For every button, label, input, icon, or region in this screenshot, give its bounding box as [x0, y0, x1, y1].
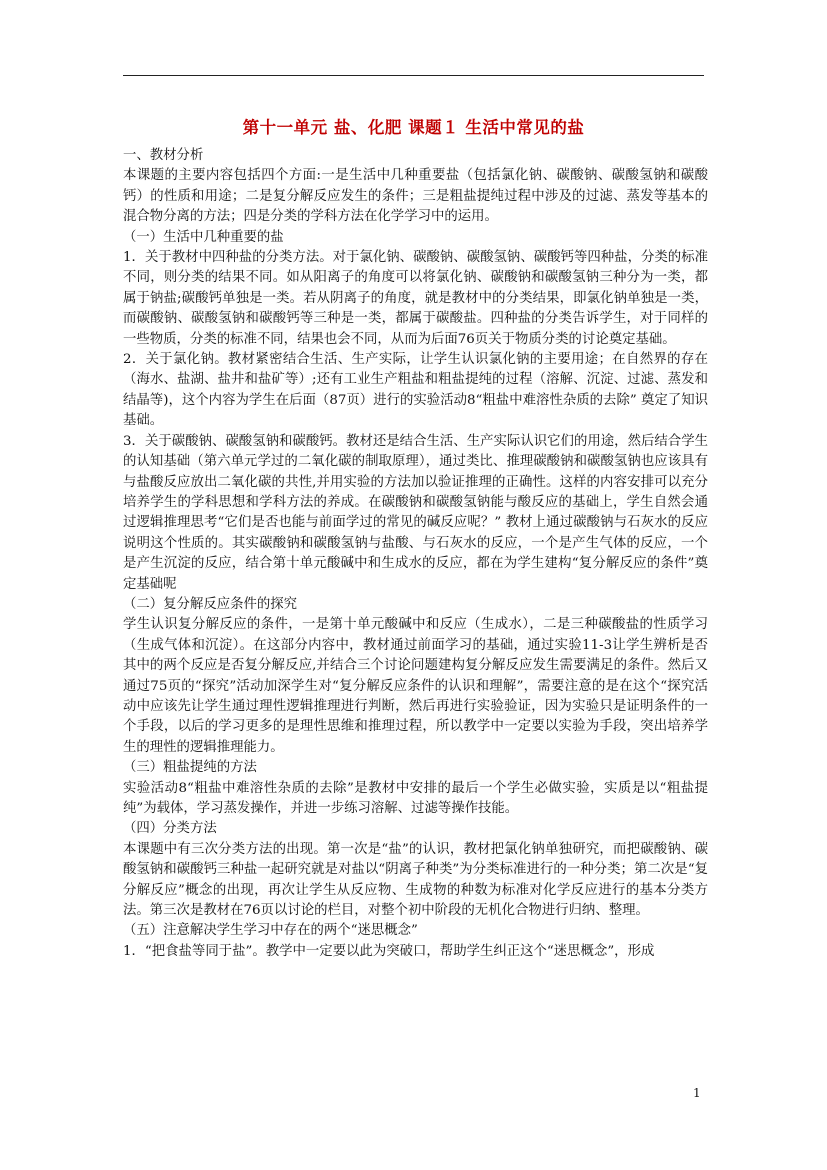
document-body — [123, 146, 708, 962]
paragraph: 实验活动8“粗盐中难溶性杂质的去除”是教材中安排的最后一个学生必做实验，实质是以“粗盐提纯”为载体，学习蒸发操作，并进一步练习溶解、过滤等操作技能。 — [123, 780, 708, 816]
subsection-heading: （五）注意解决学生学习中存在的两个“迷思概念” — [123, 923, 418, 939]
paragraph: 学生认识复分解反应的条件，一是第十单元酸碱中和反应（生成水），二是三种碳酸盐的性质学习（生成气体和沉淀）。在这部分内容中，教材通过前面学习的基础，通过实验11-3让学生辨析是否其中的两个反应是否复分解反应,并结合三个讨论问题建构复分解反应发生需要满足的条件。然后又通过75页的“探究”活动加深学生对“复分解反应条件的认识和理解”，需要注意的是在这个“探究活动中应该先让学生通过理性逻辑推理进行判断，然后再进行实验验证，因为实验只是证明条件的一个手段，以后的学习更多的是理性思维和推理过程，所以教学中一定要以实验为手段，突出培养学生的理性的逻辑推理能力。 — [123, 617, 708, 755]
subsection-heading: （三）粗盐提纯的方法 — [123, 760, 257, 776]
page-number: 1 — [693, 1086, 701, 1100]
subsection-heading: （四）分类方法 — [123, 821, 217, 837]
paragraph: 本课题的主要内容包括四个方面:一是生活中几种重要盐（包括氯化钠、碳酸钠、碳酸氢钠和碳酸钙）的性质和用途；二是复分解反应发生的条件；三是粗盐提纯过程中涉及的过滤、蒸发等基本的混合物分离的方法；四是分类的学科方法在化学学习中的运用。 — [123, 168, 708, 225]
paragraph: 3．关于碳酸钠、碳酸氢钠和碳酸钙。教材还是结合生活、生产实际认识它们的用途，然后结合学生的认知基础（第六单元学过的二氧化碳的制取原理），通过类比、推理碳酸钠和碳酸氢钠也应该具有与盐酸反应放出二氧化碳的共性,并用实验的方法加以验证推理的正确性。这样的内容安排可以充分培养学生的学科思想和学科方法的养成。在碳酸钠和碳酸氢钠能与酸反应的基础上，学生自然会通过逻辑推理思考“它们是否也能与前面学过的常见的碱反应呢？” 教材上通过碳酸钠与石灰水的反应说明这个性质的。其实碳酸钠和碳酸氢钠与盐酸、与石灰水的反应，一个是产生气体的反应，一个是产生沉淀的反应，结合第十单元酸碱中和生成水的反应，都在为学生建构“复分解反应的条件”奠定基础呢 — [123, 433, 708, 592]
subsection-heading: （一）生活中几种重要的盐 — [123, 229, 284, 245]
section-heading: 一、教材分析 — [123, 148, 204, 163]
header-rule — [123, 75, 704, 76]
paragraph: 1．关于教材中四种盐的分类方法。对于氯化钠、碳酸钠、碳酸氢钠、碳酸钙等四种盐，分类的标准不同，则分类的结果不同。如从阳离子的角度可以将氯化钠、碳酸钠和碳酸氢钠三种分为一类，都属于钠盐;碳酸钙单独是一类。若从阴离子的角度，就是教材中的分类结果，即氯化钠单独是一类，而碳酸钠、碳酸氢钠和碳酸钙等三种是一类，都属于碳酸盐。四种盐的分类告诉学生，对于同样的一些物质，分类的标准不同，结果也会不同，从而为后面76页关于物质分类的讨论奠定基础。 — [123, 250, 708, 347]
paragraph: 2．关于氯化钠。教材紧密结合生活、生产实际，让学生认识氯化钠的主要用途；在自然界的存在（海水、盐湖、盐井和盐矿等）;还有工业生产粗盐和粗盐提纯的过程（溶解、沉淀、过滤、蒸发和结晶等)，这个内容为学生在后面（87页）进行的实验活动8“粗盐中难溶性杂质的去除” 奠定了知识基础。 — [123, 352, 708, 429]
page-title: 第十一单元 盐、化肥 课题１ 生活中常见的盐 — [242, 118, 585, 137]
paragraph: 1．“把食盐等同于盐”。教学中一定要以此为突破口，帮助学生纠正这个“迷思概念”，形成 — [123, 943, 655, 959]
paragraph: 本课题中有三次分类方法的出现。第一次是“盐”的认识，教材把氯化钠单独研究，而把碳酸钠、碳酸氢钠和碳酸钙三种盐一起研究就是对盐以“阴离子种类”为分类标准进行的一种分类；第二次是“复分解反应”概念的出现，再次让学生从反应物、生成物的种数为标准对化学反应进行的基本分类方法。第三次是教材在76页以讨论的栏目，对整个初中阶段的无机化合物进行归纳、整理。 — [123, 841, 708, 919]
subsection-heading: （二）复分解反应条件的探究 — [123, 596, 298, 612]
